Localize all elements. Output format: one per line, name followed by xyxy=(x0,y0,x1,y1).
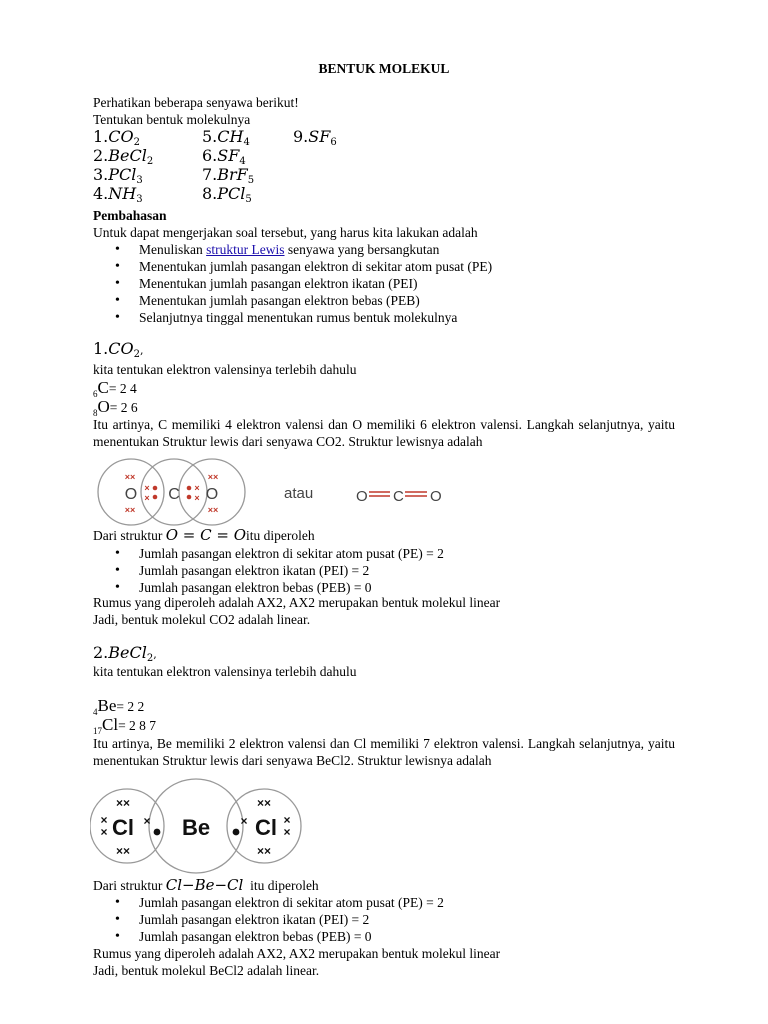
co2-result-peb: • Jumlah pasangan elektron bebas (PEB) = 0 xyxy=(93,579,444,596)
step-item-1: • Menuliskan struktur Lewis senyawa yang bersangkutan xyxy=(93,241,492,258)
co2-c-config: $_6$C= 2 4 xyxy=(93,378,137,399)
svg-text:××: ×× xyxy=(115,796,131,810)
svg-text:×: × xyxy=(283,813,291,827)
becl2-cl-config: $_{17}$Cl= 2 8 7 xyxy=(93,715,157,736)
compound-1: $1.CO_2$ xyxy=(93,127,140,148)
svg-text:×: × xyxy=(144,493,150,503)
svg-text:××: ×× xyxy=(124,505,136,515)
svg-text:××: ×× xyxy=(115,844,131,858)
pembahasan-heading: Pembahasan xyxy=(93,208,167,223)
co2-o-config: $_8$O= 2 6 xyxy=(93,397,138,418)
svg-text:O: O xyxy=(430,488,442,505)
compound-4: $4.NH_3$ xyxy=(93,184,143,205)
intro-line-2: Tentukan bentuk molekulnya xyxy=(93,112,251,127)
svg-text:×: × xyxy=(144,483,150,493)
becl2-lewis-diagram xyxy=(90,776,302,874)
compound-9: $9.SF_6$ xyxy=(293,127,337,148)
svg-text:××: ×× xyxy=(207,472,219,482)
becl2-result-peb: • Jumlah pasangan elektron bebas (PEB) = 0 xyxy=(93,928,444,945)
co2-diagram-atau: atau xyxy=(284,485,314,502)
compound-2: 2.BeCl$_2$ xyxy=(93,146,154,167)
co2-diagram-c: C xyxy=(168,486,180,503)
co2-from-structure: Dari struktur O = C = Oitu diperoleh xyxy=(93,526,315,544)
pembahasan-intro: Untuk dapat mengerjakan soal tersebut, yang harus kita lakukan adalah xyxy=(93,225,478,240)
svg-text:××: ×× xyxy=(256,796,272,810)
compound-3: 3.PCl$_3$ xyxy=(93,165,143,186)
becl2-valence-intro: kita tentukan elektron valensinya terlebih dahulu xyxy=(93,664,357,679)
becl2-heading: 2.BeCl$_2$, xyxy=(93,643,157,664)
co2-result-pei: • Jumlah pasangan elektron ikatan (PEI) = 2 xyxy=(93,562,444,579)
svg-text:×: × xyxy=(100,813,108,827)
svg-text:O: O xyxy=(356,488,368,505)
step-item-4: • Menentukan jumlah pasangan elektron bebas (PEB) xyxy=(93,292,492,309)
co2-diagram-o-left: O xyxy=(124,486,138,503)
becl2-result-pe: • Jumlah pasangan elektron di sekitar atom pusat (PE) = 2 xyxy=(93,894,444,911)
svg-text:××: ×× xyxy=(256,844,272,858)
co2-results-list xyxy=(93,545,444,596)
compound-5: $5.CH_4$ xyxy=(202,127,250,148)
step-item-3: • Menentukan jumlah pasangan elektron ikatan (PEI) xyxy=(93,275,492,292)
steps-list xyxy=(93,241,492,326)
becl2-explanation: Itu artinya, Be memiliki 2 elektron valensi dan Cl memiliki 7 elektron valensi. Langkah selanjutnya, yaitu menentukan Struktur lewis dari senyawa BeCl2. Struktur lewisnya adalah xyxy=(93,736,675,768)
becl2-diagram-cl-right: Cl xyxy=(255,815,277,840)
becl2-result-pei: • Jumlah pasangan elektron ikatan (PEI) = 2 xyxy=(93,911,444,928)
co2-lewis-diagram xyxy=(94,458,454,526)
co2-formula-line: Rumus yang diperoleh adalah AX2, AX2 merupakan bentuk molekul linear xyxy=(93,595,501,610)
svg-text:C: C xyxy=(393,488,404,505)
svg-text:×: × xyxy=(194,493,200,503)
becl2-diagram-cl-left: Cl xyxy=(112,815,134,840)
struktur-lewis-link[interactable]: struktur Lewis xyxy=(206,242,285,257)
compound-7: 7.BrF$_5$ xyxy=(202,165,255,186)
svg-text:×: × xyxy=(283,825,291,839)
svg-text:×: × xyxy=(194,483,200,493)
becl2-from-structure: Dari struktur Cl−Be−Cl itu diperoleh xyxy=(93,876,319,894)
co2-valence-intro: kita tentukan elektron valensinya terlebih dahulu xyxy=(93,362,357,377)
svg-text:××: ×× xyxy=(124,472,136,482)
co2-diagram-o-right: O xyxy=(205,486,219,503)
co2-conclusion: Jadi, bentuk molekul CO2 adalah linear. xyxy=(93,612,311,627)
step-item-2: • Menentukan jumlah pasangan elektron di sekitar atom pusat (PE) xyxy=(93,258,492,275)
co2-explanation: Itu artinya, C memiliki 4 elektron valensi dan O memiliki 6 elektron valensi. Langkah selanjutnya, yaitu menentukan Struktur lewis dari senyawa CO2. Struktur lewisnya adalah xyxy=(93,417,675,449)
becl2-formula-line: Rumus yang diperoleh adalah AX2, AX2 merupakan bentuk molekul linear xyxy=(93,946,501,961)
step-item-5: • Selanjutnya tinggal menentukan rumus bentuk molekulnya xyxy=(93,309,492,326)
svg-text:×: × xyxy=(143,814,151,828)
compound-8: 8.PCl$_5$ xyxy=(202,184,252,205)
intro-line-1: Perhatikan beberapa senyawa berikut! xyxy=(93,95,299,110)
compound-6: $6.SF_4$ xyxy=(202,146,246,167)
svg-text:×: × xyxy=(240,814,248,828)
svg-text:×: × xyxy=(100,825,108,839)
svg-text:××: ×× xyxy=(207,505,219,515)
co2-result-pe: • Jumlah pasangan elektron di sekitar atom pusat (PE) = 2 xyxy=(93,545,444,562)
becl2-conclusion: Jadi, bentuk molekul BeCl2 adalah linear. xyxy=(93,963,320,978)
co2-heading: $1.CO_2$, xyxy=(93,339,144,360)
becl2-be-config: $_4$Be= 2 2 xyxy=(93,696,145,717)
becl2-diagram-be: Be xyxy=(181,815,211,840)
document-title: BENTUK MOLEKUL xyxy=(318,61,450,76)
becl2-results-list xyxy=(93,894,444,945)
